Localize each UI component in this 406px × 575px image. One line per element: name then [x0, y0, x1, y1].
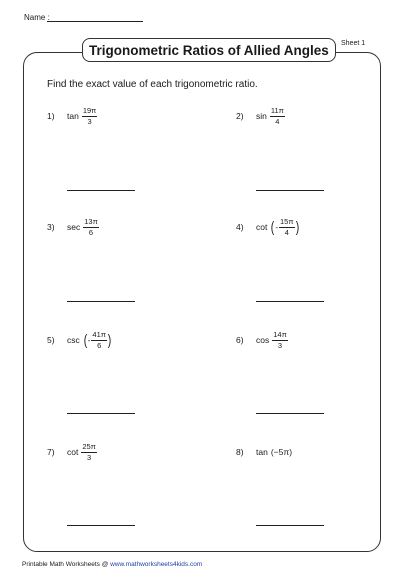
- footer-label: Printable Math Worksheets @: [22, 561, 111, 568]
- problem-7: [47, 443, 97, 461]
- answer-line-3[interactable]: [67, 301, 135, 302]
- worksheet-title: Trigonometric Ratios of Allied Angles: [82, 38, 336, 62]
- left-paren: (: [83, 331, 87, 349]
- right-paren: ): [107, 331, 112, 349]
- sheet-label: Sheet 1: [341, 40, 366, 47]
- numerator: 13π: [84, 217, 98, 226]
- trig-function: csc: [67, 335, 80, 345]
- numerator: 15π: [280, 217, 294, 226]
- denominator: 3: [87, 116, 92, 126]
- numerator: 14π: [273, 330, 287, 339]
- name-label: Name :: [24, 13, 50, 22]
- fraction: [82, 107, 98, 125]
- problem-4: [236, 218, 300, 236]
- denominator: 6: [97, 340, 102, 350]
- trig-function: tan: [256, 447, 268, 457]
- fraction: [279, 218, 295, 236]
- answer-line-2[interactable]: [256, 190, 324, 191]
- trig-function: tan: [67, 111, 79, 121]
- fraction: [272, 331, 288, 349]
- denominator: 6: [88, 227, 94, 237]
- problem-number: 7): [47, 447, 55, 457]
- answer-line-8[interactable]: [256, 525, 324, 526]
- answer-line-4[interactable]: [256, 301, 324, 302]
- worksheet-frame: [23, 52, 381, 552]
- name-line: [47, 21, 143, 22]
- answer-line-7[interactable]: [67, 525, 135, 526]
- footer: [22, 561, 202, 568]
- denominator: 3: [87, 452, 92, 462]
- fraction: [81, 443, 97, 461]
- trig-function: sec: [67, 222, 81, 232]
- instructions: Find the exact value of each trigonometric ratio.: [47, 79, 258, 90]
- fraction: [91, 331, 107, 349]
- numerator: 25π: [82, 442, 96, 451]
- trig-function: sin: [256, 111, 267, 121]
- problem-number: 1): [47, 111, 55, 121]
- trig-function: cot: [256, 222, 268, 232]
- trig-function: cot: [67, 447, 79, 457]
- denominator: 4: [284, 227, 289, 237]
- numerator: 11π: [270, 106, 284, 115]
- numerator: 19π: [82, 106, 97, 115]
- left-paren: (: [271, 218, 275, 236]
- answer-line-5[interactable]: [67, 413, 135, 414]
- fraction: [270, 107, 285, 125]
- problem-number: 8): [236, 447, 244, 457]
- problem-number: 5): [47, 335, 55, 345]
- denominator: 3: [277, 340, 283, 350]
- problem-number: 4): [236, 222, 244, 232]
- problem-6: [236, 331, 288, 349]
- fraction: [83, 218, 99, 236]
- answer-line-1[interactable]: [67, 190, 135, 191]
- expression: (−5π): [270, 447, 293, 457]
- problem-1: [47, 107, 97, 125]
- numerator: 41π: [92, 330, 106, 339]
- denominator: 4: [275, 116, 280, 126]
- problem-number: 6): [236, 335, 244, 345]
- problem-8: [236, 447, 292, 457]
- problem-number: 2): [236, 111, 244, 121]
- problem-2: [236, 107, 285, 125]
- trig-function: cos: [256, 335, 270, 345]
- problem-number: 3): [47, 222, 55, 232]
- answer-line-6[interactable]: [256, 413, 324, 414]
- problem-3: [47, 218, 99, 236]
- negative-sign: -: [87, 335, 91, 345]
- negative-sign: -: [275, 222, 279, 232]
- problem-5: [47, 331, 112, 349]
- right-paren: ): [295, 218, 299, 236]
- footer-url[interactable]: www.mathworksheets4kids.com: [110, 561, 203, 568]
